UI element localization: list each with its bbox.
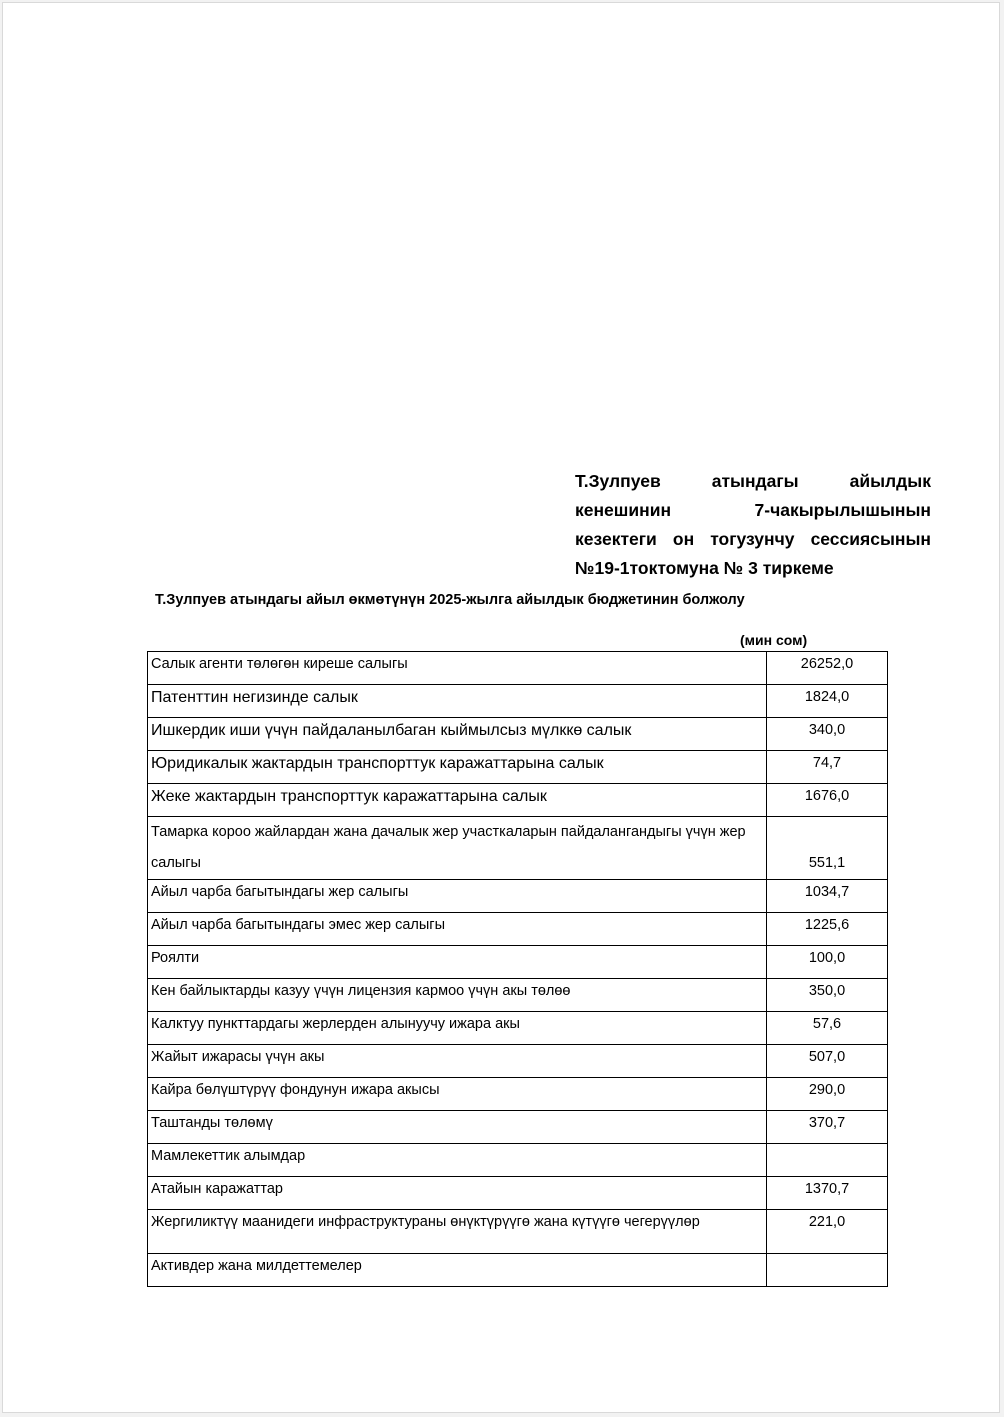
row-name: Мамлекеттик алымдар — [148, 1144, 767, 1177]
row-name: Атайын каражаттар — [148, 1177, 767, 1210]
budget-table — [147, 651, 888, 1287]
row-name: Ишкердик иши үчүн пайдаланылбаган кыймылсыз мүлккө салык — [148, 718, 767, 751]
table-row — [148, 1045, 888, 1078]
table-row — [148, 946, 888, 979]
row-name: Калктуу пункттардагы жерлерден алынуучу ижара акы — [148, 1012, 767, 1045]
heading-line: Т.Зулпуев атындагы айылдык — [575, 471, 931, 491]
row-value: 74,7 — [767, 751, 888, 784]
table-row — [148, 817, 888, 880]
row-name: Роялти — [148, 946, 767, 979]
row-name: Таштанды төлөмү — [148, 1111, 767, 1144]
document-title: Т.Зулпуев атындагы айыл өкмөтүнүн 2025-жылга айылдык бюджетинин болжолу — [155, 592, 745, 608]
row-value: 1370,7 — [767, 1177, 888, 1210]
table-row — [148, 1012, 888, 1045]
table-row — [148, 1078, 888, 1111]
row-name: Айыл чарба багытындагы эмес жер салыгы — [148, 913, 767, 946]
table-row — [148, 880, 888, 913]
heading-line: кезектеги он тогузунчу сессиясынын — [575, 529, 931, 549]
table-row — [148, 1177, 888, 1210]
table-row — [148, 652, 888, 685]
heading-line: №19-1токтомуна № 3 тиркеме — [575, 558, 834, 578]
row-value: 26252,0 — [767, 652, 888, 685]
table-row — [148, 784, 888, 817]
table-row — [148, 1254, 888, 1287]
row-value: 507,0 — [767, 1045, 888, 1078]
units-label: (мин сом) — [740, 632, 808, 648]
table-row — [148, 979, 888, 1012]
table-row — [148, 685, 888, 718]
table-row — [148, 718, 888, 751]
row-name: Патенттин негизинде салык — [148, 685, 767, 718]
table-row — [148, 1210, 888, 1254]
row-name: Тамарка короо жайлардан жана дачалык жер участкаларын пайдалангандыгы үчүн жер салыгы — [148, 817, 767, 880]
row-value: 1676,0 — [767, 784, 888, 817]
row-value — [767, 1144, 888, 1177]
row-name: Юридикалык жактардын транспорттук каражаттарына салык — [148, 751, 767, 784]
row-name: Жайыт ижарасы үчүн акы — [148, 1045, 767, 1078]
row-value: 1824,0 — [767, 685, 888, 718]
row-value: 551,1 — [767, 817, 888, 880]
row-name: Кен байлыктарды казуу үчүн лицензия кармоо үчүн акы төлөө — [148, 979, 767, 1012]
row-name: Жергиликтүү маанидеги инфраструктураны өнүктүрүүгө жана күтүүгө чегерүүлөр — [148, 1210, 767, 1254]
row-value: 100,0 — [767, 946, 888, 979]
row-value: 370,7 — [767, 1111, 888, 1144]
table-row — [148, 913, 888, 946]
table-row — [148, 751, 888, 784]
row-value: 290,0 — [767, 1078, 888, 1111]
document-page — [2, 2, 1000, 1413]
row-value: 350,0 — [767, 979, 888, 1012]
row-value: 221,0 — [767, 1210, 888, 1254]
heading-line: кенешинин 7-чакырылышынын — [575, 500, 931, 520]
row-name: Салык агенти төлөгөн киреше салыгы — [148, 652, 767, 685]
row-value: 340,0 — [767, 718, 888, 751]
appendix-heading — [575, 467, 931, 583]
table-row — [148, 1111, 888, 1144]
row-name: Кайра бөлүштүрүү фондунун ижара акысы — [148, 1078, 767, 1111]
row-value: 1034,7 — [767, 880, 888, 913]
row-value: 57,6 — [767, 1012, 888, 1045]
row-name: Айыл чарба багытындагы жер салыгы — [148, 880, 767, 913]
row-value — [767, 1254, 888, 1287]
row-name: Жеке жактардын транспорттук каражаттарына салык — [148, 784, 767, 817]
table-row — [148, 1144, 888, 1177]
row-name: Активдер жана милдеттемелер — [148, 1254, 767, 1287]
row-value: 1225,6 — [767, 913, 888, 946]
